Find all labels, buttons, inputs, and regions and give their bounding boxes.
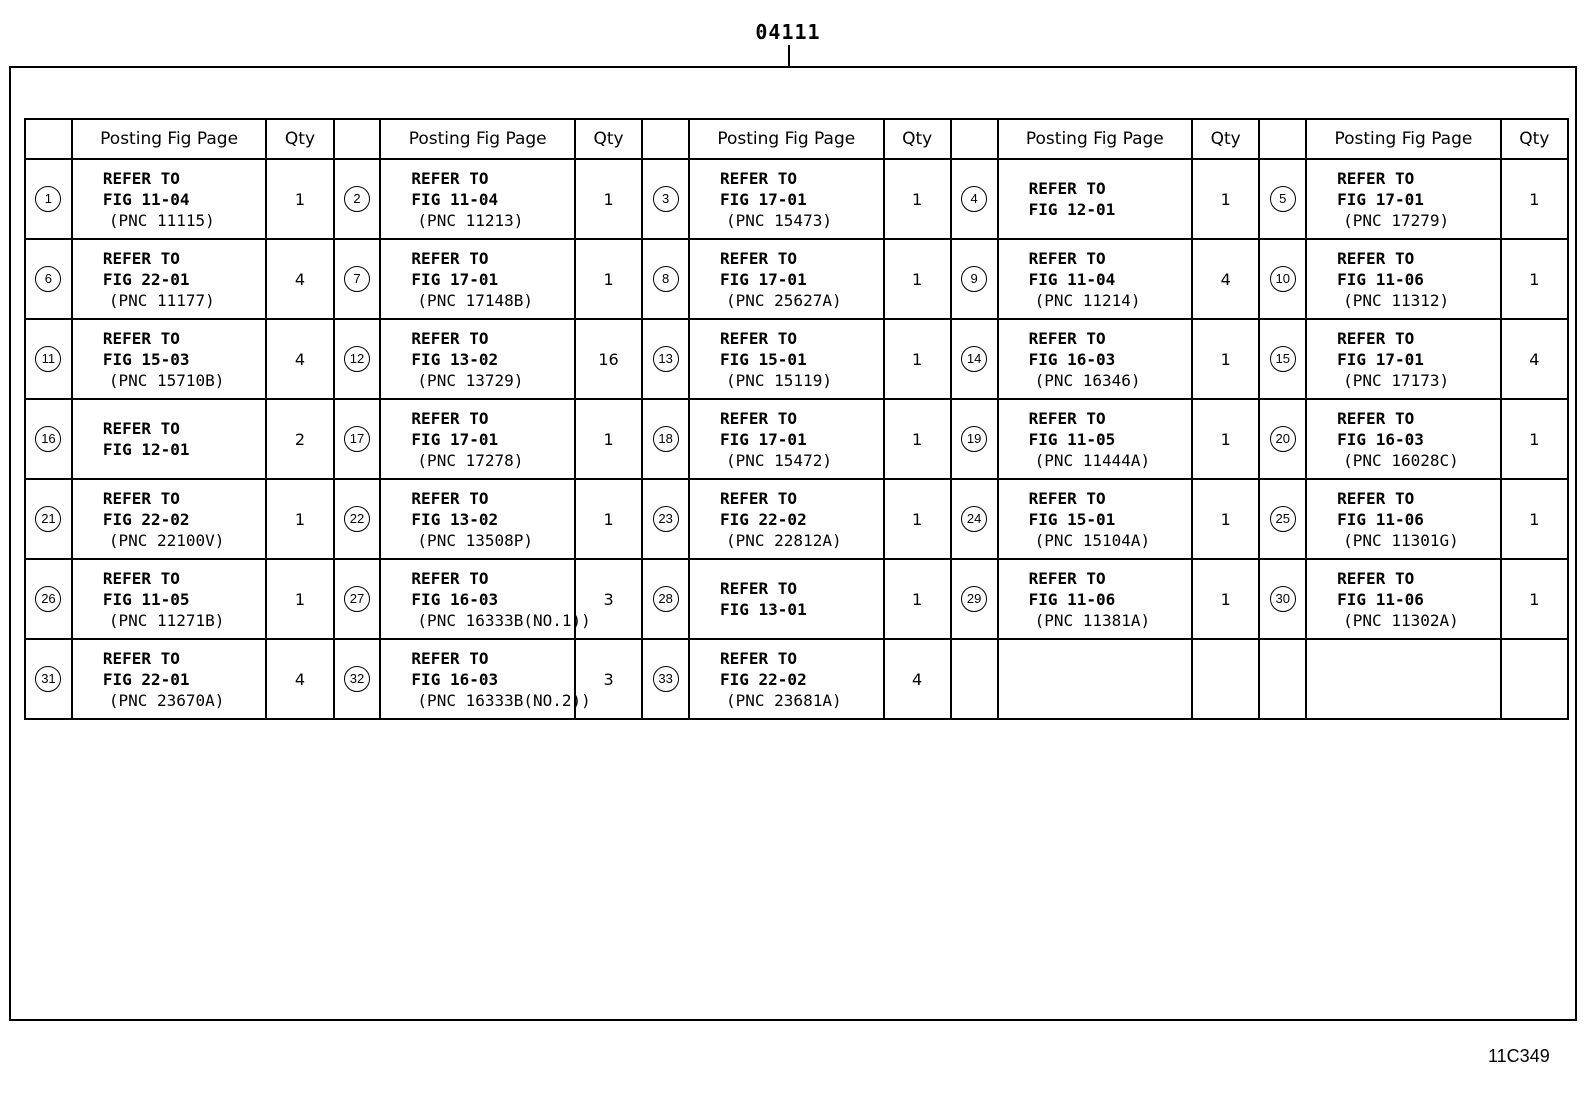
refer-to-text: REFER TO xyxy=(720,248,798,268)
posting-fig-cell xyxy=(1306,559,1501,639)
circled-ref-number: 19 xyxy=(961,426,987,452)
ref-number-cell xyxy=(334,319,381,399)
pnc-text: (PNC 11213) xyxy=(417,210,524,230)
qty-cell: 1 xyxy=(1192,399,1259,479)
qty-cell: 1 xyxy=(1501,479,1568,559)
pnc-text: (PNC 16333B(NO.2)) xyxy=(417,690,591,710)
table-row xyxy=(25,319,1568,399)
fig-ref-text: FIG 12-01 xyxy=(102,440,190,459)
refer-to-text: REFER TO xyxy=(411,168,489,188)
header-num-cell xyxy=(642,119,689,159)
circled-ref-number: 5 xyxy=(1270,186,1296,212)
fig-ref-text: FIG 13-02 xyxy=(411,509,499,529)
ref-number-cell xyxy=(334,479,381,559)
refer-to-text: REFER TO xyxy=(411,248,489,268)
fig-ref-text: FIG 17-01 xyxy=(1337,349,1424,369)
header-qty-cell: Qty xyxy=(884,119,951,159)
pnc-text: (PNC 25627A) xyxy=(726,290,842,310)
qty-cell: 1 xyxy=(575,239,642,319)
header-desc-cell: Posting Fig Page xyxy=(380,119,575,159)
qty-cell: 3 xyxy=(575,639,642,719)
circled-ref-number: 22 xyxy=(344,506,370,532)
header-qty-cell: Qty xyxy=(575,119,642,159)
ref-number-cell xyxy=(1259,319,1306,399)
header-num-cell xyxy=(1259,119,1306,159)
qty-cell: 1 xyxy=(884,239,951,319)
pnc-text: (PNC 11444A) xyxy=(1034,450,1151,470)
ref-number-cell xyxy=(951,319,998,399)
qty-cell: 1 xyxy=(1501,559,1568,639)
posting-fig-cell xyxy=(1306,479,1501,559)
table-row xyxy=(25,559,1568,639)
fig-ref-text: FIG 12-01 xyxy=(1028,200,1116,219)
circled-ref-number: 7 xyxy=(344,266,370,292)
fig-ref-text: FIG 22-02 xyxy=(720,669,807,689)
ref-number-cell xyxy=(25,639,72,719)
header-qty-cell: Qty xyxy=(1192,119,1259,159)
fig-ref-text: FIG 11-04 xyxy=(411,189,499,209)
refer-to-text: REFER TO xyxy=(1337,328,1415,348)
fig-ref-text: FIG 22-02 xyxy=(720,509,807,529)
posting-fig-cell xyxy=(72,399,267,479)
pnc-text: (PNC 13508P) xyxy=(417,530,534,550)
posting-fig-cell xyxy=(380,159,575,239)
posting-fig-cell xyxy=(998,239,1193,319)
refer-to-text: REFER TO xyxy=(720,408,798,428)
refer-to-text: REFER TO xyxy=(411,648,489,668)
pnc-text: (PNC 11115) xyxy=(108,210,215,230)
posting-fig-cell xyxy=(380,559,591,639)
drawing-number: 11C349 xyxy=(1488,1046,1550,1066)
posting-fig-cell xyxy=(1306,239,1501,319)
circled-ref-number: 3 xyxy=(653,186,679,212)
posting-fig-cell xyxy=(689,319,884,399)
refer-to-text: REFER TO xyxy=(1337,488,1415,508)
qty-cell: 4 xyxy=(1501,319,1568,399)
posting-fig-cell xyxy=(689,239,884,319)
qty-cell: 4 xyxy=(266,239,333,319)
fig-ref-text: FIG 13-01 xyxy=(720,600,807,619)
header-qty-cell: Qty xyxy=(266,119,333,159)
header-num-cell xyxy=(25,119,72,159)
table-row xyxy=(25,479,1568,559)
posting-fig-cell xyxy=(689,399,884,479)
circled-ref-number: 14 xyxy=(961,346,987,372)
qty-cell: 3 xyxy=(575,559,642,639)
qty-cell: 2 xyxy=(266,399,333,479)
pnc-text: (PNC 11301G) xyxy=(1343,530,1459,550)
qty-cell: 1 xyxy=(1501,239,1568,319)
fig-ref-text: FIG 11-06 xyxy=(1337,589,1424,609)
table-row xyxy=(25,639,1568,719)
refer-to-text: REFER TO xyxy=(102,248,180,268)
circled-ref-number: 11 xyxy=(35,346,61,372)
pnc-text: (PNC 23670A) xyxy=(108,690,225,710)
fig-ref-text: FIG 11-04 xyxy=(1028,269,1116,289)
qty-cell: 1 xyxy=(884,559,951,639)
fig-ref-text: FIG 11-05 xyxy=(102,589,190,609)
circled-ref-number: 10 xyxy=(1270,266,1296,292)
circled-ref-number: 21 xyxy=(35,506,61,532)
header-desc-cell: Posting Fig Page xyxy=(1306,119,1501,159)
refer-to-text: REFER TO xyxy=(1028,488,1106,508)
pnc-text: (PNC 17148B) xyxy=(417,290,534,310)
circled-ref-number: 27 xyxy=(344,586,370,612)
refer-to-text: REFER TO xyxy=(102,488,180,508)
ref-number-cell xyxy=(25,319,72,399)
posting-fig-cell xyxy=(1306,159,1501,239)
diagram-code: 04111 xyxy=(755,20,821,44)
fig-ref-text: FIG 16-03 xyxy=(411,589,499,609)
posting-fig-cell xyxy=(998,479,1193,559)
pnc-text: (PNC 11214) xyxy=(1034,290,1141,310)
table-row xyxy=(25,159,1568,239)
table-header-row xyxy=(25,119,1568,159)
posting-fig-cell xyxy=(1306,639,1501,719)
ref-number-cell xyxy=(334,639,381,719)
posting-fig-cell xyxy=(72,159,267,239)
refer-to-text: REFER TO xyxy=(102,568,180,588)
pnc-text: (PNC 11312) xyxy=(1343,290,1450,310)
refer-to-text: REFER TO xyxy=(1337,568,1415,588)
qty-cell: 1 xyxy=(884,159,951,239)
circled-ref-number: 13 xyxy=(653,346,679,372)
circled-ref-number: 17 xyxy=(344,426,370,452)
posting-fig-cell xyxy=(689,159,884,239)
circled-ref-number: 31 xyxy=(35,666,61,692)
qty-cell: 1 xyxy=(266,479,333,559)
ref-number-cell xyxy=(642,239,689,319)
ref-number-cell xyxy=(1259,479,1306,559)
pnc-text: (PNC 13729) xyxy=(417,370,524,390)
header-desc-cell: Posting Fig Page xyxy=(689,119,884,159)
pnc-text: (PNC 16346) xyxy=(1034,370,1141,390)
qty-cell: 4 xyxy=(266,639,333,719)
qty-cell: 1 xyxy=(1192,319,1259,399)
circled-ref-number: 16 xyxy=(35,426,61,452)
fig-ref-text: FIG 13-02 xyxy=(411,349,499,369)
posting-fig-cell xyxy=(380,239,575,319)
posting-fig-cell xyxy=(689,479,884,559)
fig-ref-text: FIG 11-05 xyxy=(1028,429,1116,449)
ref-number-cell xyxy=(951,479,998,559)
pnc-text: (PNC 15710B) xyxy=(108,370,225,390)
ref-number-cell xyxy=(1259,399,1306,479)
fig-ref-text: FIG 17-01 xyxy=(411,429,499,449)
header-qty-cell: Qty xyxy=(1501,119,1568,159)
posting-fig-cell xyxy=(380,479,575,559)
ref-number-cell xyxy=(1259,639,1306,719)
ref-number-cell xyxy=(642,559,689,639)
ref-number-cell xyxy=(334,559,381,639)
refer-to-text: REFER TO xyxy=(720,168,798,188)
posting-fig-cell xyxy=(72,319,267,399)
posting-fig-cell xyxy=(1306,319,1501,399)
ref-number-cell xyxy=(25,399,72,479)
circled-ref-number: 24 xyxy=(961,506,987,532)
refer-to-text: REFER TO xyxy=(102,419,180,438)
posting-fig-cell xyxy=(72,639,267,719)
refer-to-text: REFER TO xyxy=(720,648,798,668)
refer-to-text: REFER TO xyxy=(1028,328,1106,348)
refer-to-text: REFER TO xyxy=(1028,179,1106,198)
posting-fig-cell xyxy=(998,399,1193,479)
fig-ref-text: FIG 17-01 xyxy=(411,269,499,289)
circled-ref-number: 33 xyxy=(653,666,679,692)
refer-to-text: REFER TO xyxy=(1337,168,1415,188)
refer-to-text: REFER TO xyxy=(1028,408,1106,428)
ref-number-cell xyxy=(334,399,381,479)
refer-to-text: REFER TO xyxy=(102,328,180,348)
posting-fig-cell xyxy=(998,159,1193,239)
refer-to-text: REFER TO xyxy=(1337,248,1415,268)
fig-ref-text: FIG 15-01 xyxy=(720,349,807,369)
refer-to-text: REFER TO xyxy=(1028,568,1106,588)
pnc-text: (PNC 15472) xyxy=(726,450,832,470)
circled-ref-number: 8 xyxy=(653,266,679,292)
qty-cell xyxy=(1192,639,1259,719)
ref-number-cell xyxy=(951,159,998,239)
posting-fig-cell xyxy=(998,559,1193,639)
refer-to-text: REFER TO xyxy=(102,648,180,668)
pnc-text: (PNC 23681A) xyxy=(726,690,842,710)
posting-fig-cell xyxy=(689,559,884,639)
fig-ref-text: FIG 16-03 xyxy=(411,669,499,689)
fig-ref-text: FIG 17-01 xyxy=(1337,189,1424,209)
circled-ref-number: 4 xyxy=(961,186,987,212)
pnc-text: (PNC 17279) xyxy=(1343,210,1450,230)
posting-fig-cell xyxy=(380,319,575,399)
circled-ref-number: 9 xyxy=(961,266,987,292)
posting-fig-cell xyxy=(72,559,267,639)
pnc-text: (PNC 11271B) xyxy=(108,610,225,630)
circled-ref-number: 18 xyxy=(653,426,679,452)
fig-ref-text: FIG 16-03 xyxy=(1028,349,1116,369)
table-row xyxy=(25,399,1568,479)
ref-number-cell xyxy=(1259,239,1306,319)
posting-fig-cell xyxy=(380,639,591,719)
circled-ref-number: 26 xyxy=(35,586,61,612)
qty-cell: 16 xyxy=(575,319,642,399)
refer-to-text: REFER TO xyxy=(1337,408,1415,428)
leader-line xyxy=(788,45,790,66)
qty-cell: 1 xyxy=(884,399,951,479)
pnc-text: (PNC 22100V) xyxy=(108,530,225,550)
header-num-cell xyxy=(334,119,381,159)
pnc-text: (PNC 22812A) xyxy=(726,530,842,550)
circled-ref-number: 28 xyxy=(653,586,679,612)
ref-number-cell xyxy=(642,479,689,559)
pnc-text: (PNC 11177) xyxy=(108,290,215,310)
pnc-text: (PNC 11302A) xyxy=(1343,610,1459,630)
fig-ref-text: FIG 15-03 xyxy=(102,349,190,369)
ref-number-cell xyxy=(642,639,689,719)
fig-ref-text: FIG 22-01 xyxy=(102,669,190,689)
circled-ref-number: 25 xyxy=(1270,506,1296,532)
circled-ref-number: 1 xyxy=(35,186,61,212)
qty-cell: 4 xyxy=(1192,239,1259,319)
circled-ref-number: 29 xyxy=(961,586,987,612)
qty-cell: 1 xyxy=(884,319,951,399)
ref-number-cell xyxy=(1259,159,1306,239)
ref-number-cell xyxy=(951,639,998,719)
fig-ref-text: FIG 11-04 xyxy=(102,189,190,209)
fig-ref-text: FIG 22-02 xyxy=(102,509,190,529)
qty-cell: 1 xyxy=(1192,159,1259,239)
fig-ref-text: FIG 11-06 xyxy=(1337,269,1424,289)
posting-fig-cell xyxy=(998,639,1193,719)
ref-number-cell xyxy=(25,159,72,239)
refer-to-text: REFER TO xyxy=(720,488,798,508)
ref-number-cell xyxy=(25,479,72,559)
ref-number-cell xyxy=(1259,559,1306,639)
fig-ref-text: FIG 15-01 xyxy=(1028,509,1116,529)
fig-ref-text: FIG 22-01 xyxy=(102,269,190,289)
posting-fig-cell xyxy=(998,319,1193,399)
ref-number-cell xyxy=(25,239,72,319)
ref-number-cell xyxy=(642,319,689,399)
ref-number-cell xyxy=(334,159,381,239)
circled-ref-number: 30 xyxy=(1270,586,1296,612)
posting-fig-cell xyxy=(689,639,884,719)
ref-number-cell xyxy=(951,559,998,639)
header-desc-cell: Posting Fig Page xyxy=(72,119,267,159)
refer-to-text: REFER TO xyxy=(720,579,798,598)
fig-ref-text: FIG 11-06 xyxy=(1028,589,1116,609)
refer-to-text: REFER TO xyxy=(102,168,180,188)
qty-cell: 4 xyxy=(884,639,951,719)
qty-cell: 1 xyxy=(1192,559,1259,639)
qty-cell: 1 xyxy=(575,159,642,239)
qty-cell: 1 xyxy=(1501,399,1568,479)
pnc-text: (PNC 17278) xyxy=(417,450,524,470)
refer-to-text: REFER TO xyxy=(1028,248,1106,268)
circled-ref-number: 12 xyxy=(344,346,370,372)
refer-to-text: REFER TO xyxy=(411,408,489,428)
circled-ref-number: 20 xyxy=(1270,426,1296,452)
qty-cell: 1 xyxy=(266,159,333,239)
pnc-text: (PNC 15104A) xyxy=(1034,530,1151,550)
ref-number-cell xyxy=(951,399,998,479)
pnc-text: (PNC 16333B(NO.1)) xyxy=(417,610,591,630)
refer-to-text: REFER TO xyxy=(720,328,798,348)
circled-ref-number: 32 xyxy=(344,666,370,692)
fig-ref-text: FIG 11-06 xyxy=(1337,509,1424,529)
fig-ref-text: FIG 16-03 xyxy=(1337,429,1424,449)
fig-ref-text: FIG 17-01 xyxy=(720,189,807,209)
ref-number-cell xyxy=(642,159,689,239)
header-desc-cell: Posting Fig Page xyxy=(998,119,1193,159)
pnc-text: (PNC 15473) xyxy=(726,210,832,230)
ref-number-cell xyxy=(642,399,689,479)
qty-cell: 1 xyxy=(884,479,951,559)
posting-fig-cell xyxy=(1306,399,1501,479)
refer-to-text: REFER TO xyxy=(411,568,489,588)
circled-ref-number: 6 xyxy=(35,266,61,292)
ref-number-cell xyxy=(25,559,72,639)
pnc-text: (PNC 15119) xyxy=(726,370,832,390)
pnc-text: (PNC 11381A) xyxy=(1034,610,1151,630)
qty-cell: 1 xyxy=(575,399,642,479)
qty-cell: 1 xyxy=(1192,479,1259,559)
header-num-cell xyxy=(951,119,998,159)
pnc-text: (PNC 16028C) xyxy=(1343,450,1459,470)
qty-cell xyxy=(1501,639,1568,719)
circled-ref-number: 15 xyxy=(1270,346,1296,372)
posting-fig-cell xyxy=(72,239,267,319)
refer-to-text: REFER TO xyxy=(411,488,489,508)
posting-fig-cell xyxy=(380,399,575,479)
qty-cell: 1 xyxy=(1501,159,1568,239)
circled-ref-number: 2 xyxy=(344,186,370,212)
refer-to-text: REFER TO xyxy=(411,328,489,348)
ref-number-cell xyxy=(951,239,998,319)
pnc-text: (PNC 17173) xyxy=(1343,370,1450,390)
parts-table xyxy=(24,118,1569,720)
qty-cell: 4 xyxy=(266,319,333,399)
qty-cell: 1 xyxy=(575,479,642,559)
circled-ref-number: 23 xyxy=(653,506,679,532)
ref-number-cell xyxy=(334,239,381,319)
fig-ref-text: FIG 17-01 xyxy=(720,269,807,289)
fig-ref-text: FIG 17-01 xyxy=(720,429,807,449)
posting-fig-cell xyxy=(72,479,267,559)
table-row xyxy=(25,239,1568,319)
qty-cell: 1 xyxy=(266,559,333,639)
